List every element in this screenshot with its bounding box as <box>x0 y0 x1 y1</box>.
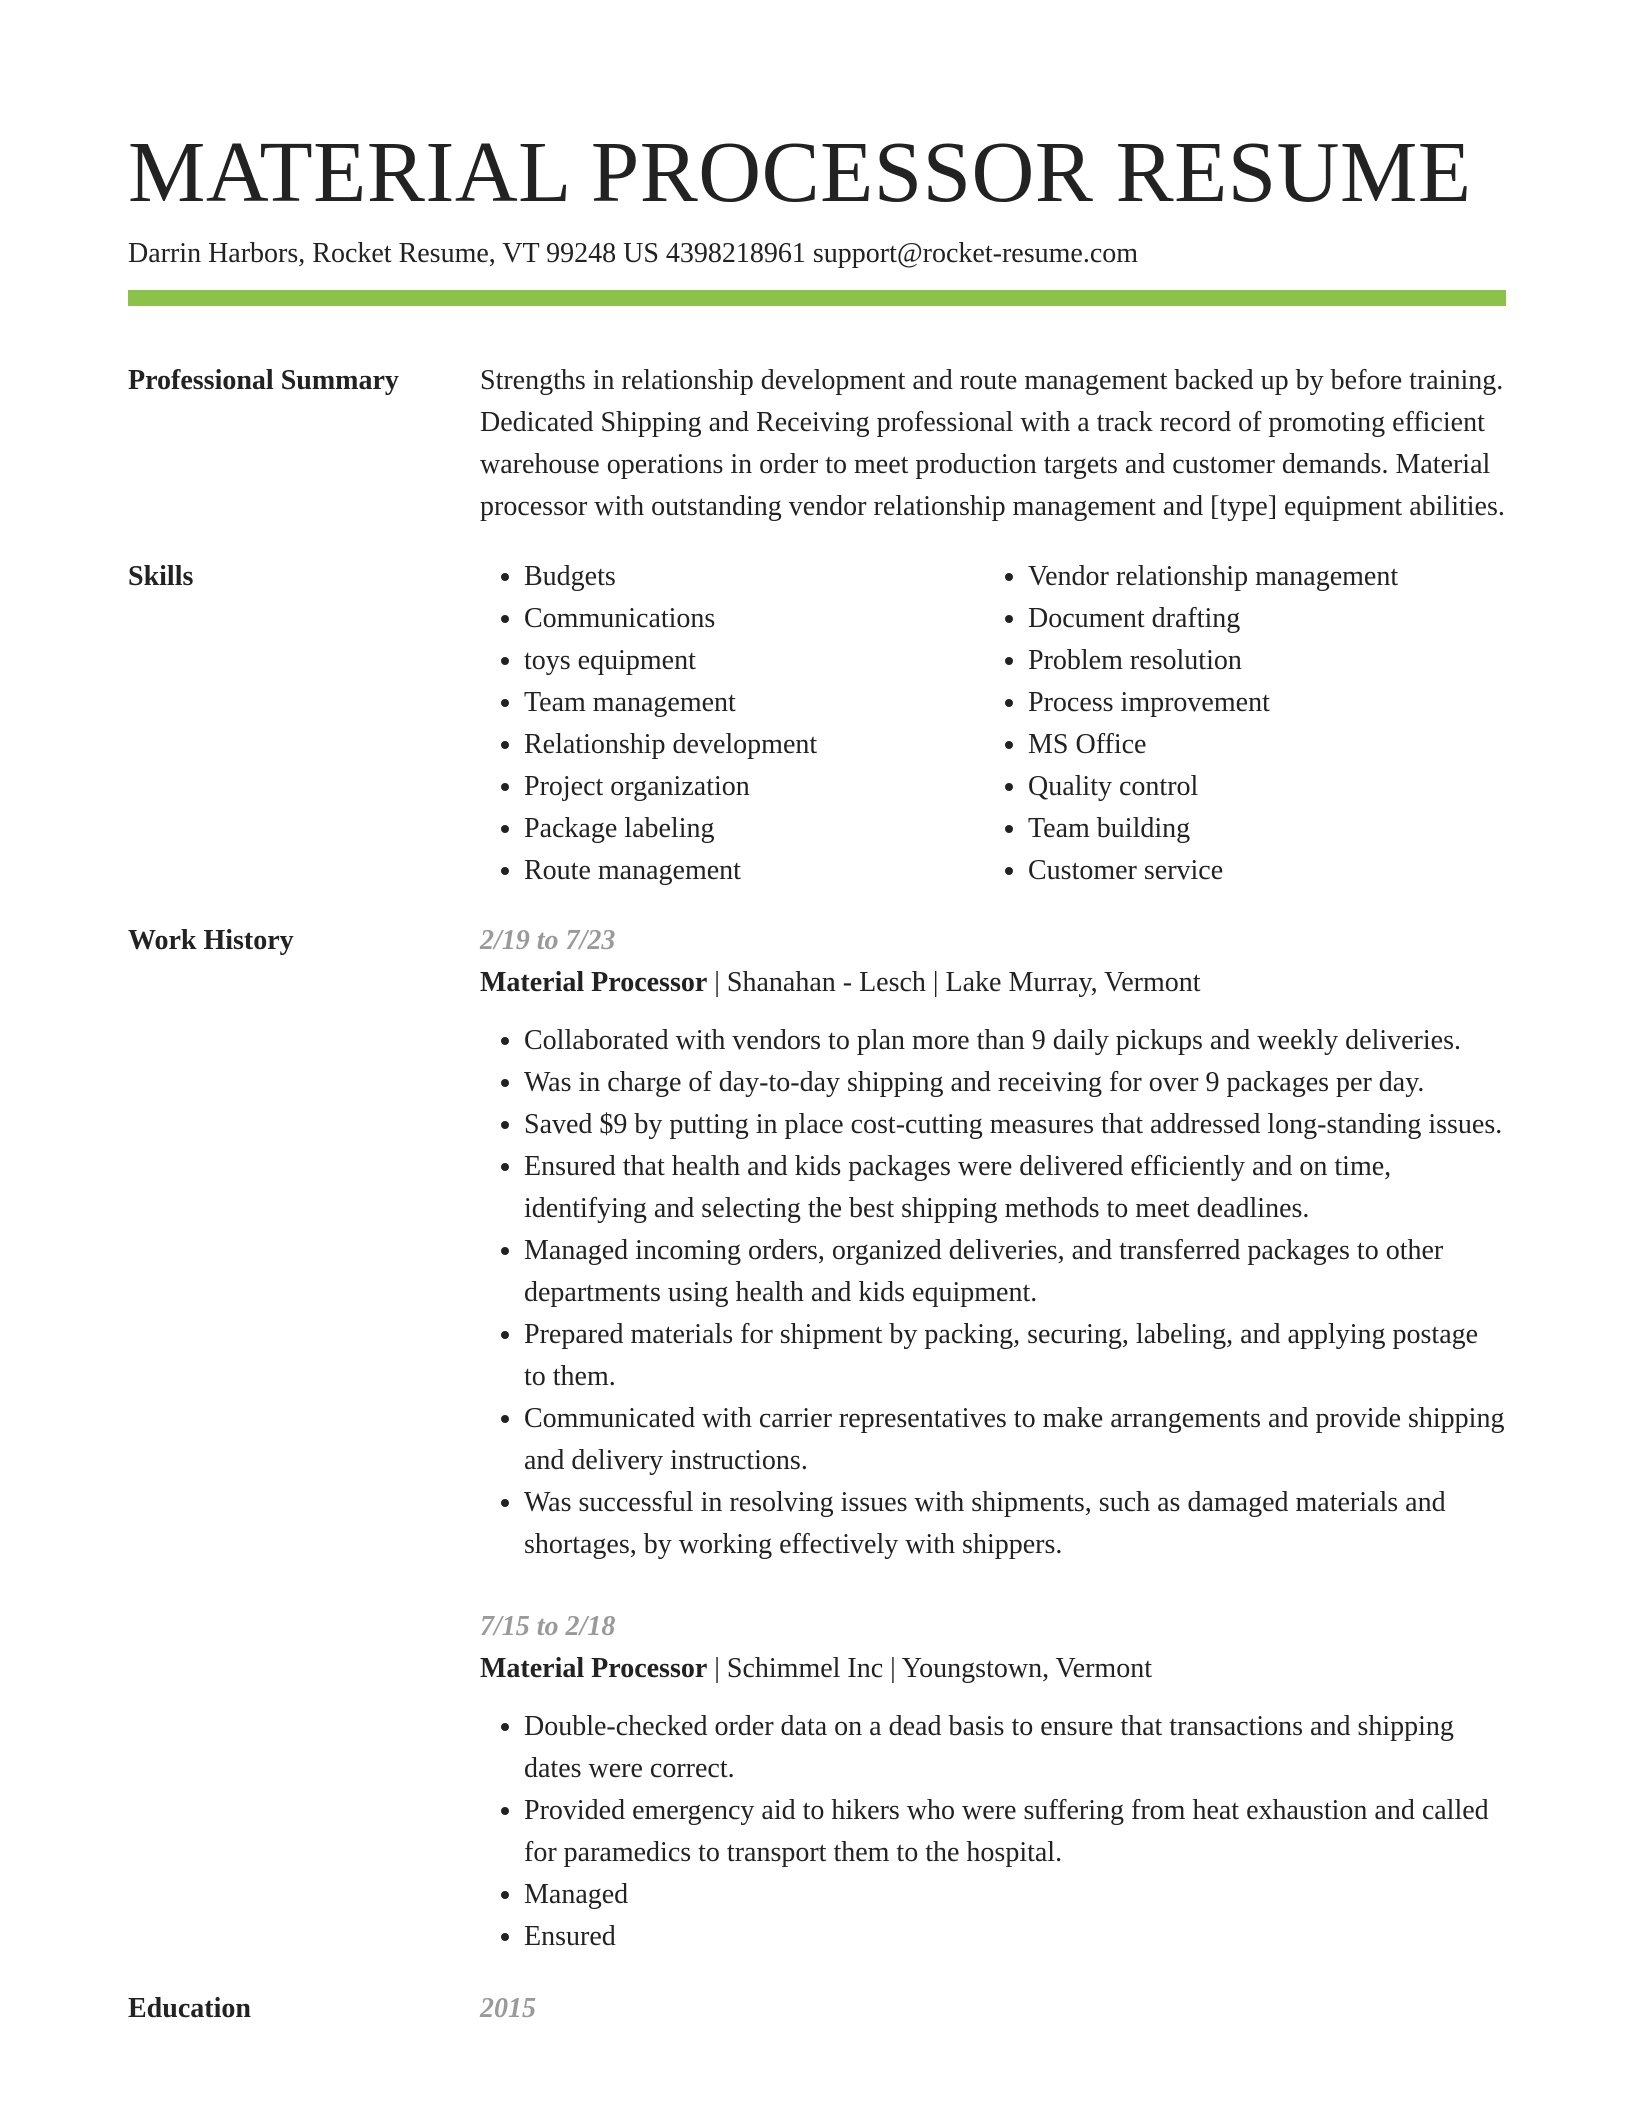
skill-item: • MS Office <box>1028 724 1506 766</box>
job-bullet: • Was successful in resolving issues with shipments, such as damaged materials and shortages, by working effectively with shippers. <box>524 1482 1506 1566</box>
job-bullet: • Collaborated with vendors to plan more than 9 daily pickups and weekly deliveries. <box>524 1020 1506 1062</box>
skill-item: • Project organization <box>524 766 984 808</box>
section-label-skills: Skills <box>128 561 194 592</box>
section-label-education: Education <box>128 1993 251 2024</box>
job-bullets <box>480 1706 1506 1958</box>
skill-item: • Communications <box>524 598 984 640</box>
skills-list-right <box>984 556 1506 892</box>
job-bullet: • Saved $9 by putting in place cost-cutting measures that addressed long-standing issues. <box>524 1104 1506 1146</box>
skill-item: • Route management <box>524 850 984 892</box>
job-bullet: • Double-checked order data on a dead basis to ensure that transactions and shipping dates were correct. <box>524 1706 1506 1790</box>
job-dates: 2/19 to 7/23 <box>480 925 616 956</box>
job-details: | Shanahan - Lesch | Lake Murray, Vermont <box>707 967 1201 998</box>
section-label-summary: Professional Summary <box>128 365 399 396</box>
skill-item: • Customer service <box>1028 850 1506 892</box>
job-bullet: • Managed <box>524 1874 1506 1916</box>
skill-item: • Document drafting <box>1028 598 1506 640</box>
skill-item: • Team building <box>1028 808 1506 850</box>
job-bullet: • Prepared materials for shipment by packing, securing, labeling, and applying postage to them. <box>524 1314 1506 1398</box>
contact-line: Darrin Harbors, Rocket Resume, VT 99248 US 4398218961 support@rocket-resume.com <box>128 238 1139 269</box>
education-section <box>128 1988 1506 2030</box>
job-bullet: • Provided emergency aid to hikers who were suffering from heat exhaustion and called for paramedics to transport them to the hospital. <box>524 1790 1506 1874</box>
summary-section <box>128 360 1506 528</box>
skill-item: • Process improvement <box>1028 682 1506 724</box>
job-bullet: • Ensured that health and kids packages were delivered efficiently and on time, identifying and selecting the best shipping methods to meet deadlines. <box>524 1146 1506 1230</box>
job-heading <box>480 1648 1506 1690</box>
resume-title: MATERIAL PROCESSOR RESUME <box>128 123 1472 220</box>
education-dates: 2015 <box>480 1993 536 2024</box>
accent-divider <box>128 290 1506 306</box>
skills-section <box>128 556 1506 892</box>
job-details: | Schimmel Inc | Youngstown, Vermont <box>707 1653 1152 1684</box>
skill-item: • Package labeling <box>524 808 984 850</box>
skill-item: • Vendor relationship management <box>1028 556 1506 598</box>
job-bullet: • Managed incoming orders, organized deliveries, and transferred packages to other departments using health and kids equipment. <box>524 1230 1506 1314</box>
skill-item: • Budgets <box>524 556 984 598</box>
work-history-section <box>128 920 1506 1958</box>
job-dates: 7/15 to 2/18 <box>480 1611 616 1642</box>
skills-list-left <box>480 556 984 892</box>
job-bullet: • Ensured <box>524 1916 1506 1958</box>
job-entry <box>480 1606 1506 1958</box>
section-label-work-history: Work History <box>128 925 294 956</box>
job-heading <box>480 962 1506 1004</box>
skill-item: • Quality control <box>1028 766 1506 808</box>
resume-page <box>128 120 1506 2030</box>
job-entry <box>480 920 1506 1566</box>
skill-item: • Problem resolution <box>1028 640 1506 682</box>
skill-item: • Relationship development <box>524 724 984 766</box>
job-title: Material Processor <box>480 1653 708 1684</box>
skill-item: • toys equipment <box>524 640 984 682</box>
job-title: Material Processor <box>480 967 708 998</box>
job-bullets <box>480 1020 1506 1566</box>
job-bullet: • Was in charge of day-to-day shipping and receiving for over 9 packages per day. <box>524 1062 1506 1104</box>
summary-text: Strengths in relationship development and route management backed up by before training. Dedicated Shipping and Receiving professional with a track record of promoting efficient warehouse operations in order to meet production targets and customer demands. Material processor with outstanding vendor relationship management and [type] equipment abilities. <box>480 365 1505 522</box>
skill-item: • Team management <box>524 682 984 724</box>
job-bullet: • Communicated with carrier representatives to make arrangements and provide shipping and delivery instructions. <box>524 1398 1506 1482</box>
